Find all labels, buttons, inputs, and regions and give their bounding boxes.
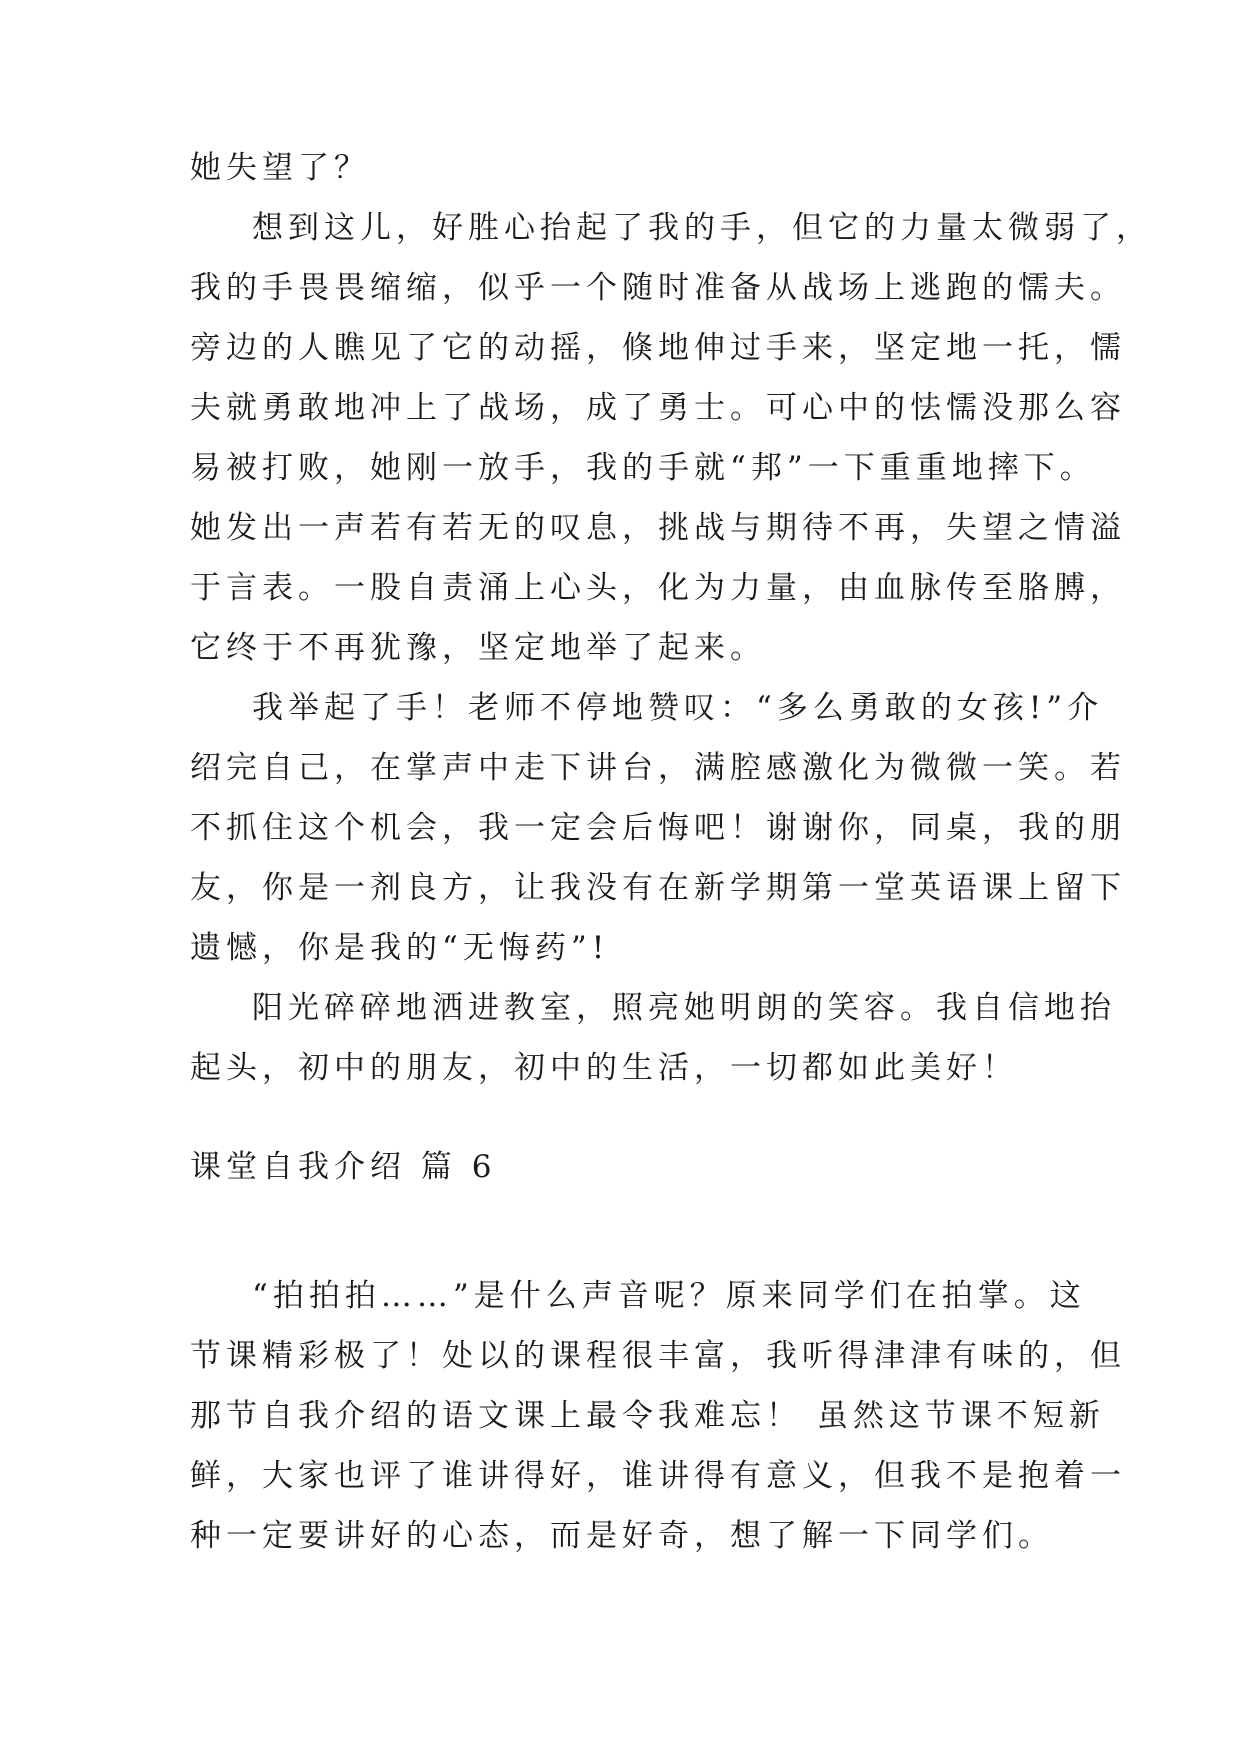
text-line: 阳光碎碎地洒进教室，照亮她明朗的笑容。我自信地抬	[252, 990, 1116, 1026]
text-line: 种一定要讲好的心态，而是好奇，想了解一下同学们。	[190, 1518, 1054, 1554]
text-line: 易被打败，她刚一放手，我的手就“邦”一下重重地摔下。	[190, 450, 1096, 486]
text-line: 它终于不再犹豫，坚定地举了起来。	[190, 630, 766, 666]
text-line: 想到这儿，好胜心抬起了我的手，但它的力量太微弱了，	[252, 210, 1152, 246]
text-line: 她失望了？	[190, 150, 370, 186]
text-line: 于言表。一股自责涌上心头，化为力量，由血脉传至胳膊，	[190, 570, 1126, 606]
text-line: 节课精彩极了！处以的课程很丰富，我听得津津有味的，但	[190, 1338, 1126, 1374]
text-line: 旁边的人瞧见了它的动摇，倏地伸过手来，坚定地一托，懦	[190, 330, 1126, 366]
text-line: 夫就勇敢地冲上了战场，成了勇士。可心中的怯懦没那么容	[190, 390, 1126, 426]
text-line: 遗憾，你是我的“无悔药”!	[190, 930, 610, 966]
text-line: “拍拍拍……”是什么声音呢？原来同学们在拍掌。这	[252, 1278, 1086, 1314]
text-line: 我举起了手！老师不停地赞叹：“多么勇敢的女孩!”介	[252, 690, 1104, 726]
text-line: 她发出一声若有若无的叹息，挑战与期待不再，失望之情溢	[190, 510, 1126, 546]
text-line: 绍完自己，在掌声中走下讲台，满腔感激化为微微一笑。若	[190, 750, 1126, 786]
text-line: 我的手畏畏缩缩，似乎一个随时准备从战场上逃跑的懦夫。	[190, 270, 1126, 306]
text-line: 那节自我介绍的语文课上最令我难忘！ 虽然这节课不短新	[190, 1398, 1105, 1434]
section-heading: 课堂自我介绍 篇 6	[190, 1149, 497, 1185]
text-line: 起头，初中的朋友，初中的生活，一切都如此美好！	[190, 1050, 1018, 1086]
text-line: 不抓住这个机会，我一定会后悔吧！谢谢你，同桌，我的朋	[190, 810, 1126, 846]
text-line: 鲜，大家也评了谁讲得好，谁讲得有意义，但我不是抱着一	[190, 1458, 1126, 1494]
text-line: 友，你是一剂良方，让我没有在新学期第一堂英语课上留下	[190, 870, 1126, 906]
